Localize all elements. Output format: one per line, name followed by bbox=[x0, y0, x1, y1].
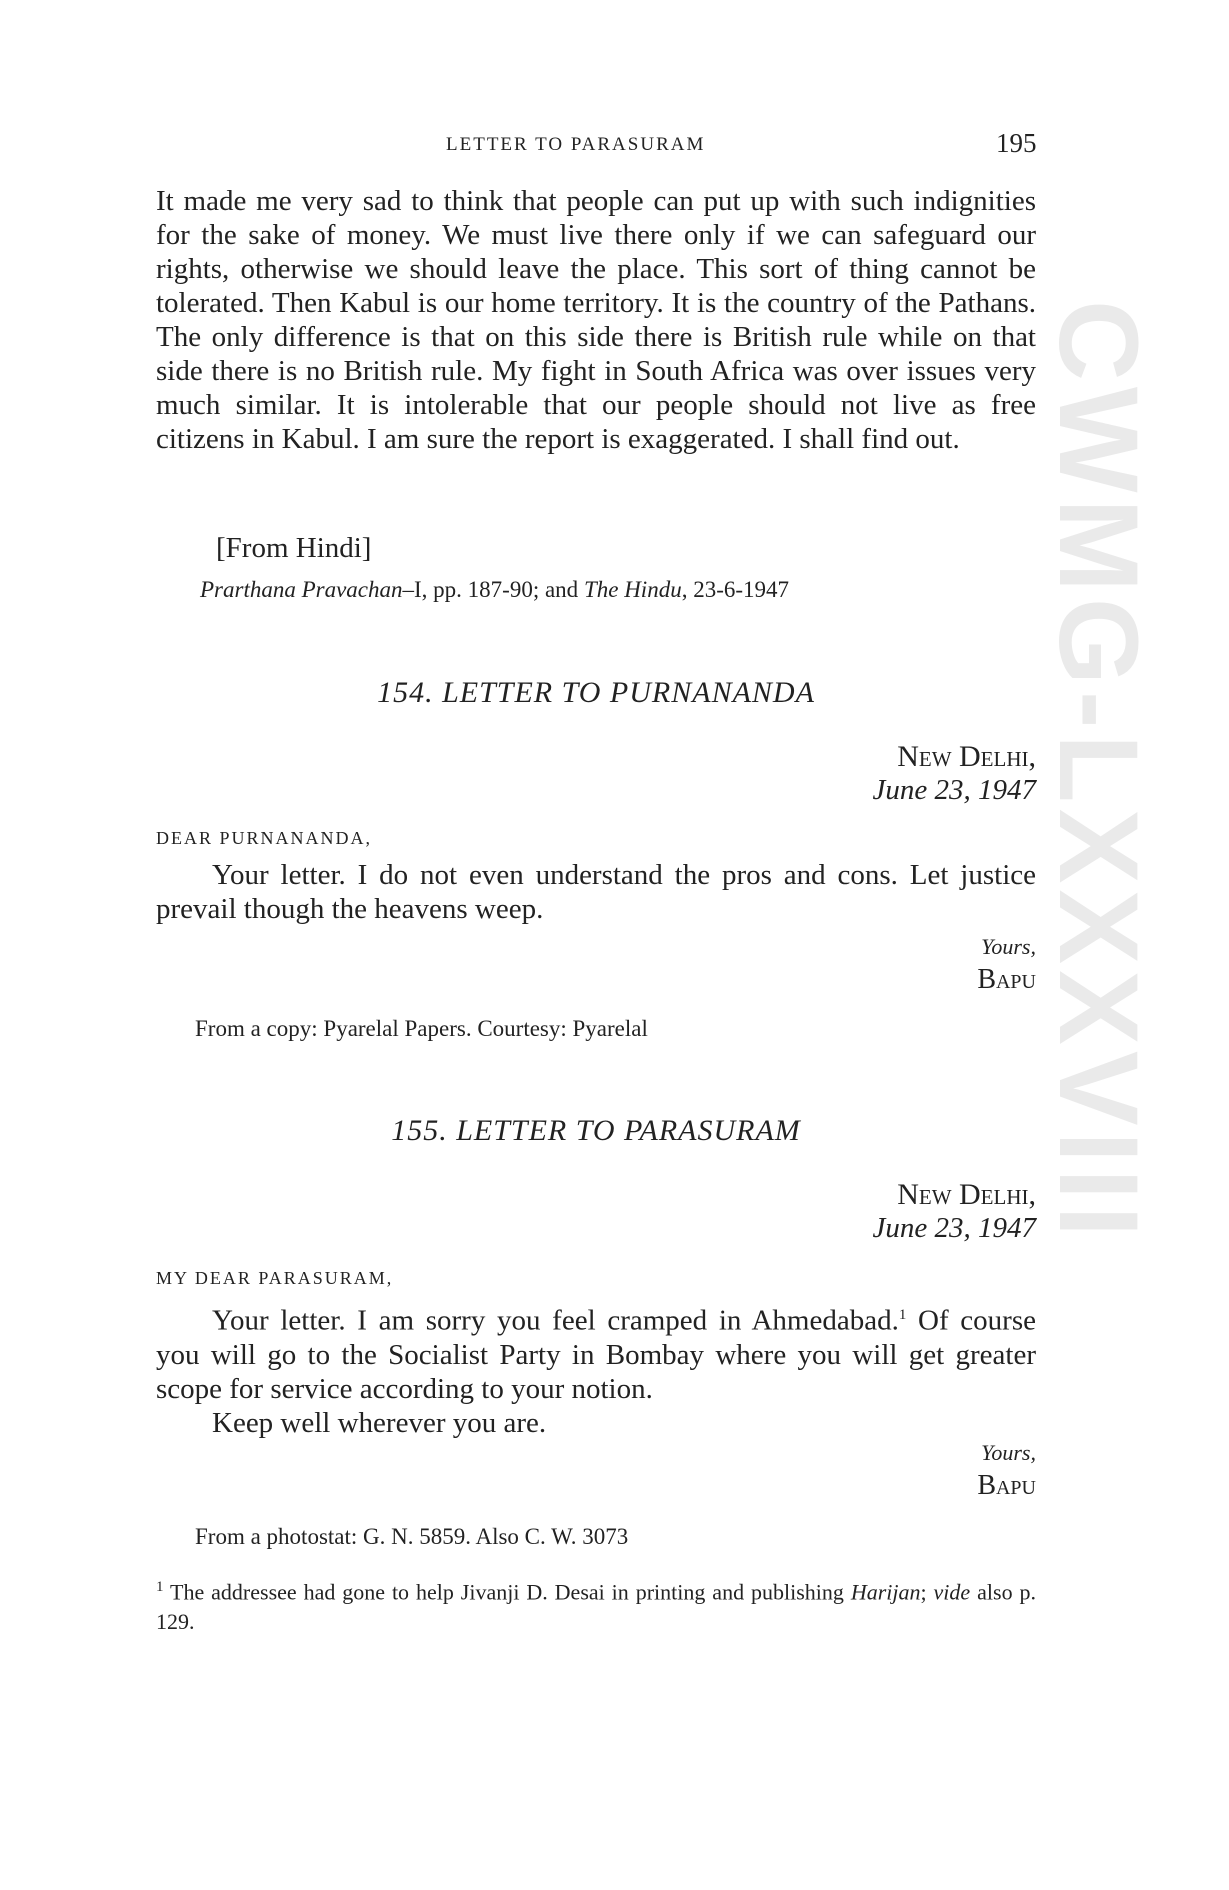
letter-155-salutation: MY DEAR PARASURAM, bbox=[156, 1268, 394, 1288]
letter-154-source: From a copy: Pyarelal Papers. Courtesy: Pyarelal bbox=[195, 1016, 648, 1041]
letter-154-salutation: DEAR PURNANANDA, bbox=[156, 828, 373, 848]
footnote-text2: ; bbox=[920, 1579, 934, 1605]
source-title-hindu: The Hindu bbox=[583, 577, 682, 602]
from-hindi: [From Hindi] bbox=[216, 532, 372, 564]
letter-155-place: New Delhi, bbox=[897, 1178, 1036, 1211]
footnote-title: Harijan bbox=[850, 1579, 921, 1605]
watermark-text: CWMG-LXXXVIII bbox=[1036, 300, 1161, 1243]
letter-155-heading: 155. LETTER TO PARASURAM bbox=[391, 1114, 801, 1147]
letter-155-body-part1: Your letter. I am sorry you feel cramped in Ahmedabad. bbox=[212, 1304, 899, 1337]
page-number: 195 bbox=[996, 128, 1037, 158]
letter-154-place: New Delhi, bbox=[897, 740, 1036, 773]
footnote-number: 1 bbox=[156, 1579, 164, 1595]
letter-154-date: June 23, 1947 bbox=[872, 774, 1036, 806]
intro-section bbox=[156, 184, 1036, 456]
letter-154-closing: Yours, bbox=[981, 934, 1036, 959]
letter-155-body-wrap bbox=[156, 1298, 1036, 1440]
source-title-prarthana: Prarthana Pravachan bbox=[200, 577, 403, 602]
source-mid: –I, pp. 187-90; and bbox=[402, 577, 584, 602]
footnote-text1: The addressee had gone to help Jivanji D. Desai in printing and publishing bbox=[163, 1579, 851, 1605]
footnote-text3: also p. 129. bbox=[156, 1579, 1036, 1635]
letter-154-heading: 154. LETTER TO PURNANANDA bbox=[377, 676, 815, 709]
intro-paragraph: It made me very sad to think that people can put up with such indignities for the sake of money. We must live there only if we can safeguard our rights, otherwise we should leave the place. This sort of thing cannot be tolerated. Then Kabul is our home territory. It is the country of the Pathans. The only difference is that on this side there is British rule while on that side there is no British rule. My fight in South Africa was over issues very much similar. It is intolerable that our people should not live as free citizens in Kabul. I am sure the report is exaggerated. I shall find out. bbox=[156, 185, 1036, 455]
footnote-marker: 1 bbox=[898, 1307, 907, 1323]
footnote bbox=[156, 1572, 1036, 1637]
letter-155-body bbox=[156, 1298, 1036, 1406]
letter-155-signature: Bapu bbox=[977, 1470, 1036, 1501]
intro-source bbox=[200, 575, 1036, 605]
letter-155-closing: Yours, bbox=[981, 1440, 1036, 1465]
letter-155-body-part2: Of course you will go to the Socialist Party in Bombay where you will get greater scope for service according to your notion. bbox=[156, 1304, 1036, 1405]
footnote-vide: vide bbox=[933, 1579, 971, 1605]
letter-154-body-wrap bbox=[156, 858, 1036, 926]
letter-155-body-part3: Keep well wherever you are. bbox=[212, 1406, 547, 1439]
letter-154-signature: Bapu bbox=[977, 964, 1036, 995]
watermark bbox=[1030, 300, 1170, 1600]
letter-155-date: June 23, 1947 bbox=[872, 1212, 1036, 1244]
running-head: LETTER TO PARASURAM bbox=[446, 134, 706, 155]
source-end: , 23-6-1947 bbox=[681, 577, 790, 602]
letter-155-source: From a photostat: G. N. 5859. Also C. W. 3073 bbox=[195, 1524, 629, 1549]
letter-154-body: Your letter. I do not even understand the pros and cons. Let justice prevail though the heavens weep. bbox=[156, 859, 1036, 925]
